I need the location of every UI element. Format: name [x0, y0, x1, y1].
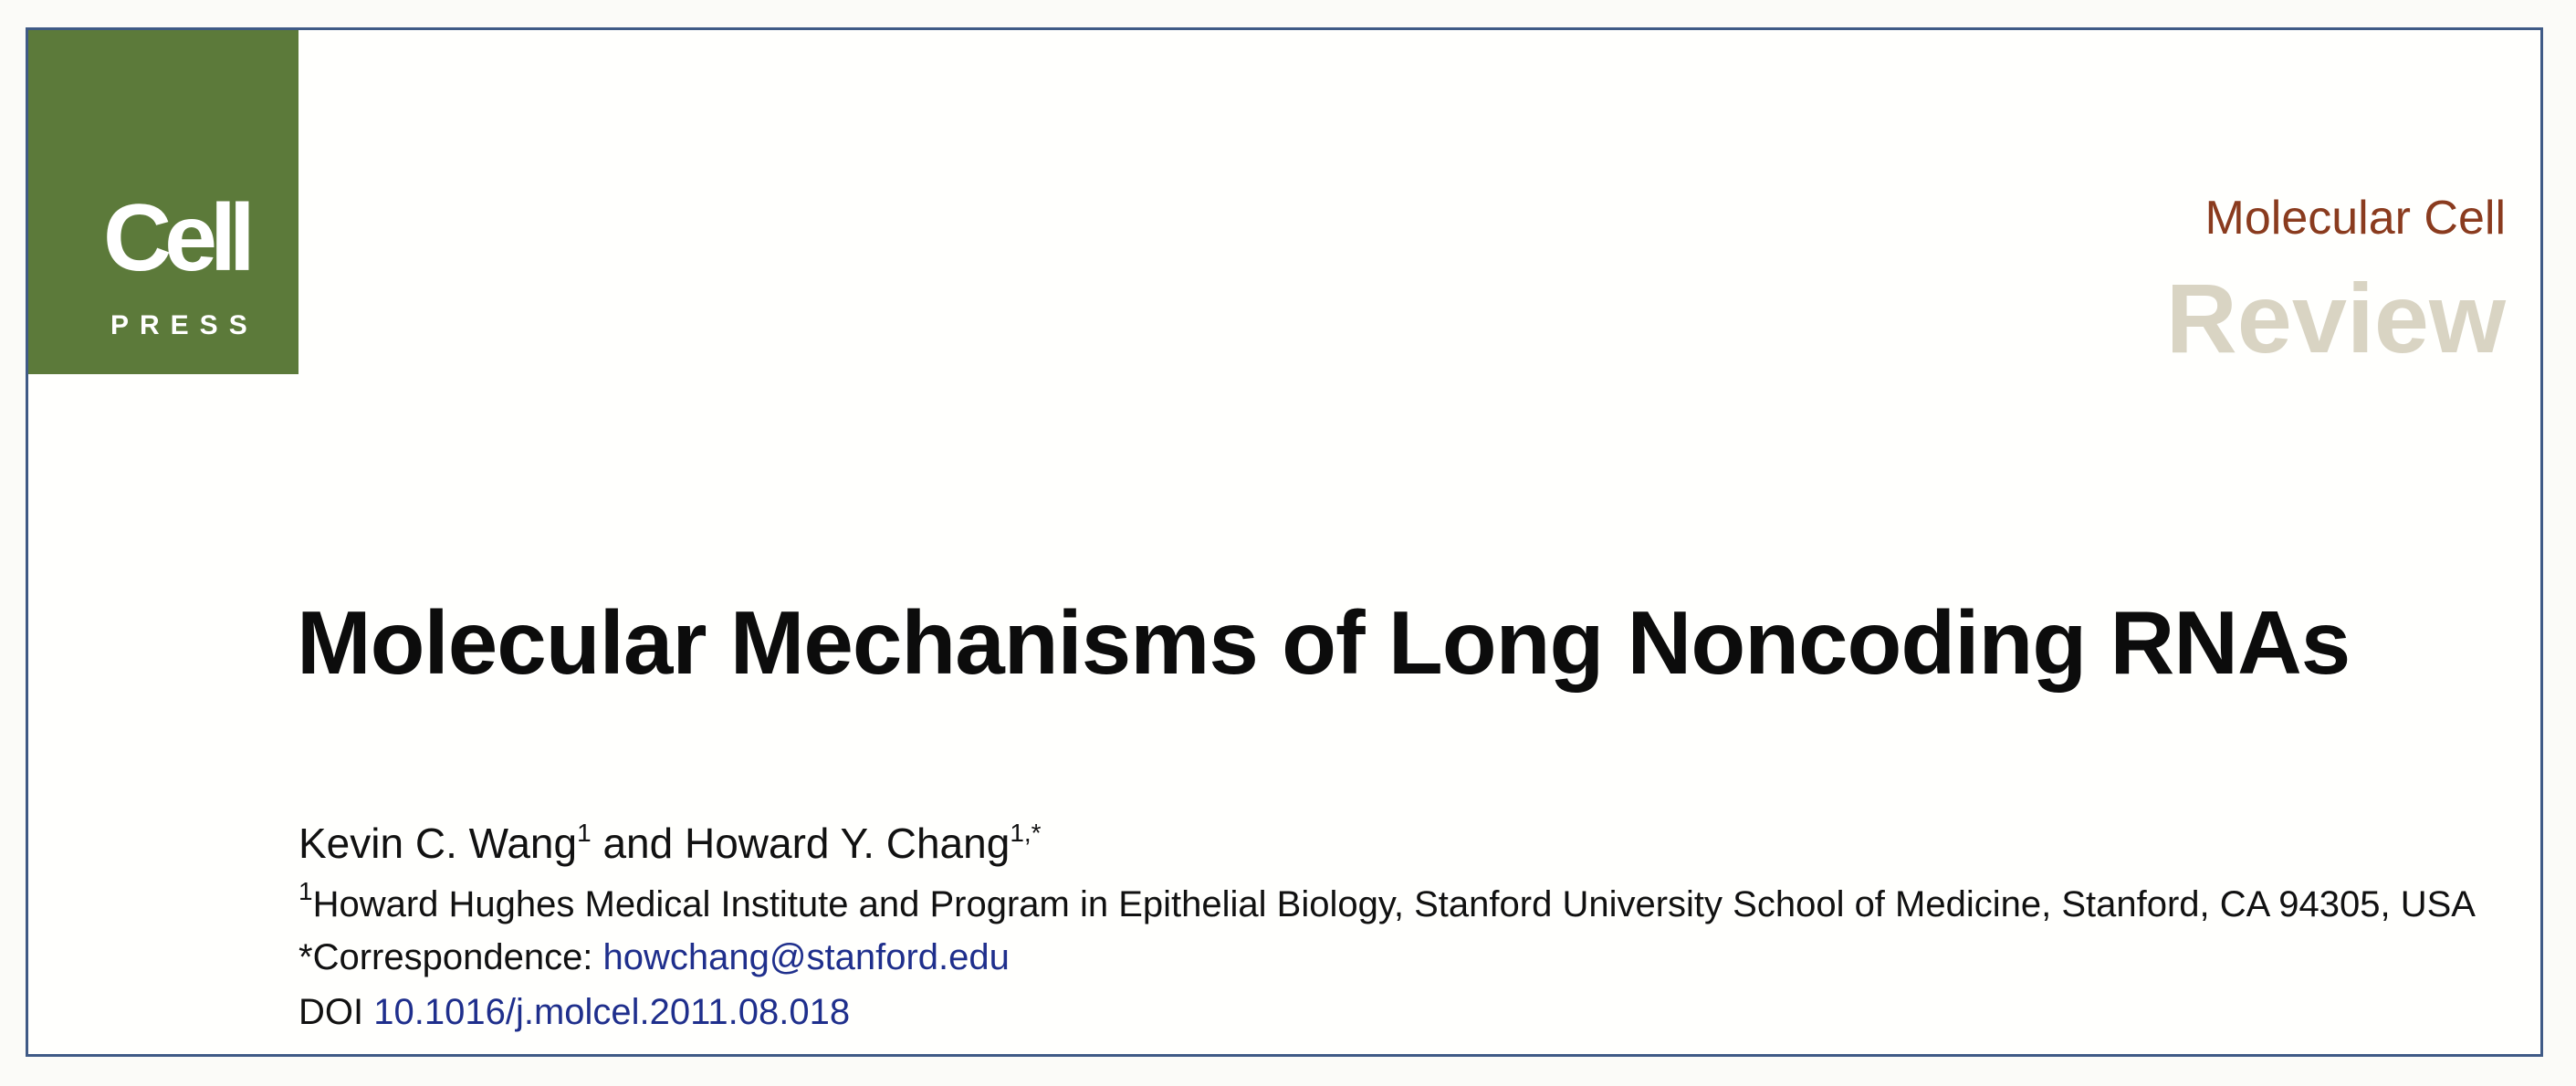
- doi-link[interactable]: 10.1016/j.molcel.2011.08.018: [373, 992, 851, 1032]
- correspondence: [298, 939, 1010, 976]
- doi: [298, 994, 850, 1030]
- correspondence-label: *Correspondence:: [298, 937, 593, 977]
- cell-press-logo: [28, 30, 298, 374]
- affiliation: [298, 877, 2476, 924]
- author-2-mark: 1,*: [1010, 819, 1042, 847]
- author-conjunction: and: [602, 820, 674, 867]
- article-title: Molecular Mechanisms of Long Noncoding RNAs: [297, 592, 2351, 693]
- logo-cell-wordmark: Cell: [103, 185, 248, 291]
- correspondence-email-link[interactable]: howchang@stanford.edu: [602, 937, 1010, 977]
- journal-name: Molecular Cell: [2204, 192, 2506, 245]
- affiliation-text: Howard Hughes Medical Institute and Program in Epithelial Biology, Stanford University School of Medicine, Stanford, CA 94305, USA: [312, 884, 2476, 924]
- logo-press-wordmark: PRESS: [110, 310, 258, 340]
- author-2: Howard Y. Chang: [684, 820, 1011, 867]
- article-section: Review: [2165, 263, 2506, 373]
- author-line: [298, 819, 1042, 867]
- author-1: Kevin C. Wang: [298, 820, 578, 867]
- doi-label: DOI: [298, 992, 364, 1032]
- page-frame: [26, 27, 2543, 1057]
- author-1-mark: 1: [577, 819, 592, 847]
- affiliation-mark: 1: [298, 877, 313, 905]
